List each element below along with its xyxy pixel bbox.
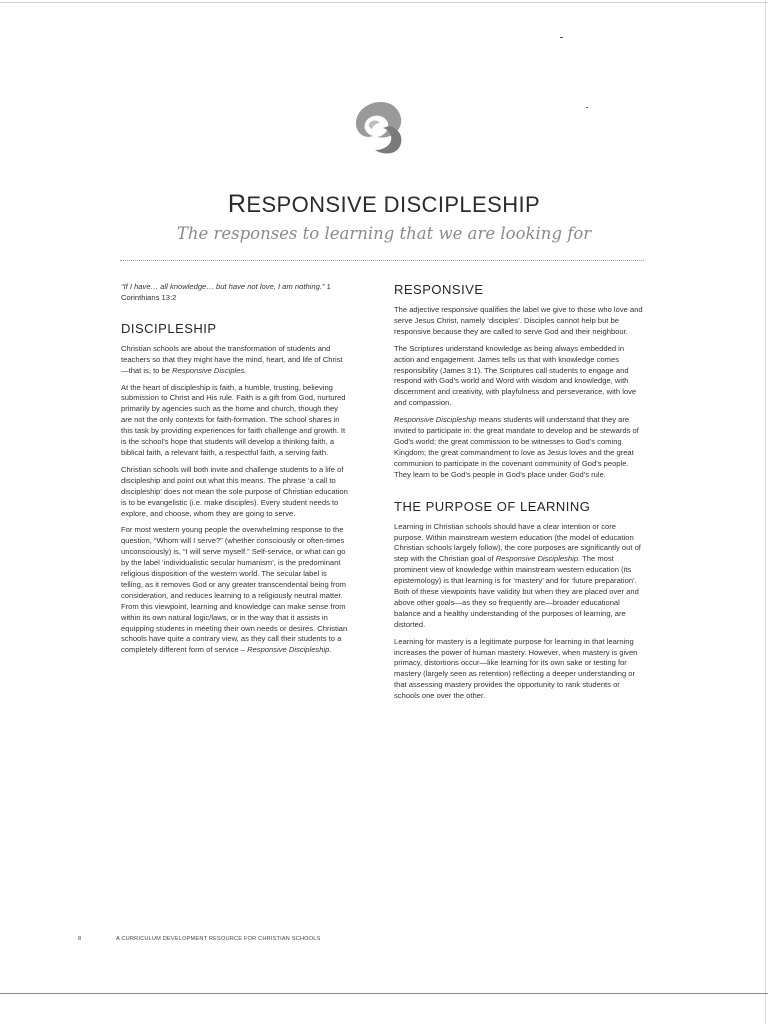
page-footer (78, 936, 321, 942)
scan-edge-bottom (0, 993, 768, 994)
paragraph: The Scriptures understand knowledge as being always embedded in action and engagement. James tells us that with knowledge comes responsibility (James 3:1). The Scriptures call students to engage and respond with God’s world and Word with wisdom and knowledge, with discernment and creativity, with playfulness and perseverance, with love and compassion. (394, 343, 637, 408)
scan-edge-top (0, 2, 768, 3)
section-heading-responsive: RESPONSIVE (394, 282, 484, 297)
scripture-quote: “If I have… all knowledge… but have not love, I am nothing.” 1 Corinthians 13:2 (121, 282, 331, 302)
scan-speck (560, 37, 563, 38)
paragraph: Christian schools are about the transformation of students and teachers so that they might have the mind, heart, and life of Christ—that is, to be Responsive Disciples. (121, 343, 343, 375)
paragraph: The adjective responsive qualifies the label we give to those who love and serve Jesus Christ, namely ‘disciples’. Disciples cannot help but be responsive because they are called to serve God and their neighbour. (394, 305, 643, 336)
swirl-logo-icon (347, 96, 415, 158)
section-heading-discipleship: DISCIPLESHIP (121, 320, 217, 336)
paragraph: Christian schools will both invite and challenge students to a life of discipleship and point out what this means. The phrase ‘a call to discipleship’ does not mean the sole purpose of Christian education is to be evangelistic (i.e. make disciples). Every student needs to explore, and choose, whom they are going to serve. (121, 464, 348, 518)
scan-speck (586, 107, 588, 108)
page-subtitle: The responses to learning that we are looking for (176, 224, 592, 243)
scan-edge-right (765, 0, 766, 1024)
paragraph: Learning in Christian schools should have a clear intention or core purpose. Within mainstream western education (the model of education Christian schools largely follow), the core purposes are significantly out of step with the Christian goal of Responsive Discipleship. The most prominent view of knowledge within mainstream western education (its epistemology) is that learning is for ‘mastery’ and for ‘future preparation’. Both of these viewpoints have validity but when they are placed over and above other goals—as they so frequently are—broader educational balance and a healthy understanding of the purposes of learning, are distorted. (394, 521, 641, 629)
footer-text: A CURRICULUM DEVELOPMENT RESOURCE FOR CHRISTIAN SCHOOLS (116, 936, 321, 942)
page-title: RESPONSIVE DISCIPLESHIP (227, 190, 541, 218)
paragraph: At the heart of discipleship is faith, a humble, trusting, believing submission to Christ and His rule. Faith is a gift from God, nurtured primarily by agencies such as the home and church, though they are not the only contexts for faith-formation. The school shares in this task by providing experiences for faith challenge and growth. It is the school’s hope that students will develop a thinking faith, a biblical faith, a relevant faith, a respectful faith, a serving faith. (121, 382, 346, 457)
left-column (121, 282, 349, 662)
paragraph: Learning for mastery is a legitimate purpose for learning in that learning increases the power of human mastery. However, when mastery is given primacy, distortions occur—like learning for its own sake or testing for mastery (largely seen as retention) reflecting a deeper understanding or that assessing mastery provides the opportunity to rank students or schools one over the other. (394, 636, 638, 701)
right-column (394, 282, 644, 708)
title-divider (120, 260, 644, 261)
paragraph: Responsive Discipleship means students will understand that they are invited to participate in: the great mandate to develop and be stewards of God’s world; the great commission to be witnesses to God’s coming Kingdom; the great commandment to love as Jesus loves and the great communion to participate in the covenant community of God’s people. They learn to be God’s people in God’s place under God’s rule. (394, 415, 639, 479)
page-number: 8 (78, 936, 82, 942)
section-heading-purpose-of-learning: THE PURPOSE OF LEARNING (394, 498, 591, 514)
paragraph: For most western young people the overwhelming response to the question, “Whom will I serve?” (whether consciously or often-times unconsciously) is, “I will serve myself.” Self-service, or what can go by the label ‘individualistic secular humanism’, is the predominant religious disposition of the western world. The secular label is telling, as it removes God or any greater transcendental being from consideration, and reduces learning to a religiously neutral matter. From this viewpoint, learning and knowledge can make sense from within its own natural logic/laws, or in the way that it assists in equipping students in meeting their own needs or desires. Christian schools have quite a contrary view, as they call their students to a completely different form of service – Responsive Discipleship. (121, 525, 348, 655)
